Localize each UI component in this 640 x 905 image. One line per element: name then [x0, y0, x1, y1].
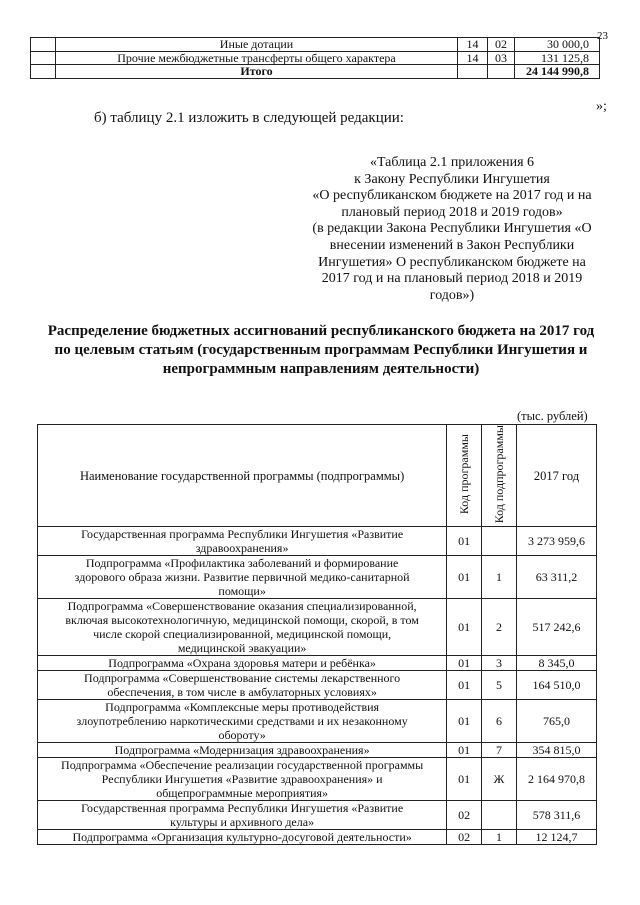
header-year: 2017 год	[516, 425, 596, 527]
row-code-b: 02	[488, 38, 515, 52]
amount-2017: 63 311,2	[516, 556, 596, 599]
program-name	[38, 599, 447, 656]
annotation-line: Ингушетия» О республиканском бюджете на	[318, 254, 586, 270]
program-name	[38, 671, 447, 700]
program-code: 01	[447, 700, 482, 743]
program-name-line: Подпрограмма «Охрана здоровья матери и ребёнка»	[108, 656, 376, 671]
total-label: Итого	[56, 65, 458, 79]
empty-cell	[31, 38, 56, 52]
row-name: Прочие межбюджетные трансферты общего характера	[56, 51, 458, 65]
subprogram-code: 5	[482, 671, 517, 700]
table-row	[38, 527, 597, 556]
program-name-line: Подпрограмма «Совершенствование оказания специализированной,	[67, 599, 417, 614]
program-name-line: включая высокотехнологичную, медицинской помощи, скорой, в том	[65, 613, 419, 628]
program-code: 01	[447, 599, 482, 656]
table-row	[38, 656, 597, 671]
page-number: 23	[597, 30, 608, 42]
annotation-line: к Закону Республики Ингушетия	[354, 171, 550, 187]
program-code: 01	[447, 743, 482, 758]
table-header-row	[38, 425, 597, 527]
empty-cell	[458, 65, 488, 79]
program-name	[38, 556, 447, 599]
subprogram-code: 3	[482, 656, 517, 671]
amount-2017: 765,0	[516, 700, 596, 743]
units-label: (тыс. рублей)	[517, 409, 588, 423]
title-line: непрограммным направлениям деятельности)	[162, 361, 480, 377]
row-code-a: 14	[458, 38, 488, 52]
program-code: 01	[447, 758, 482, 801]
subprogram-code	[482, 801, 517, 830]
program-code: 02	[447, 830, 482, 845]
row-code-a: 14	[458, 51, 488, 65]
subprogram-code: 6	[482, 700, 517, 743]
program-code: 01	[447, 656, 482, 671]
table-row	[38, 743, 597, 758]
program-name-line: культуры и архивного дела»	[170, 815, 315, 830]
program-code: 01	[447, 527, 482, 556]
program-name	[38, 656, 447, 671]
program-name-line: помощи»	[218, 584, 266, 599]
program-name	[38, 700, 447, 743]
program-name	[38, 743, 447, 758]
table-row	[38, 671, 597, 700]
document-title	[30, 322, 612, 379]
program-name-line: числе скорой специализированной, медицинской помощи,	[93, 627, 392, 642]
program-code: 01	[447, 556, 482, 599]
program-name-line: Подпрограмма «Совершенствование системы лекарственного	[84, 671, 401, 686]
annotation-line: годов»)	[429, 287, 475, 303]
program-name	[38, 830, 447, 845]
empty-cell	[31, 51, 56, 65]
amount-2017: 578 311,6	[516, 801, 596, 830]
program-name-line: Подпрограмма «Профилактика заболеваний и формирование	[85, 556, 399, 571]
table-row	[31, 51, 600, 65]
program-name-line: Государственная программа Республики Ингушетия «Развитие	[81, 801, 404, 816]
annotation-line: «Таблица 2.1 приложения 6	[369, 155, 535, 170]
header-subprogram-code: Код подпрограммы	[482, 425, 517, 527]
title-line: Распределение бюджетных ассигнований республиканского бюджета на 2017 год	[47, 323, 595, 339]
row-value: 131 125,8	[515, 51, 600, 65]
program-name-line: обеспечения, в том числе в амбулаторных условиях»	[107, 685, 377, 700]
program-name-line: Подпрограмма «Модернизация здравоохранения»	[114, 743, 370, 758]
subprogram-code: 7	[482, 743, 517, 758]
table-row	[38, 700, 597, 743]
table-row	[38, 556, 597, 599]
amount-2017: 164 510,0	[516, 671, 596, 700]
subprogram-code: 2	[482, 599, 517, 656]
table-row	[31, 38, 600, 52]
title-line: по целевым статьям (государственным программам Республики Ингушетия и	[54, 342, 588, 358]
annotation-line: (в редакции Закона Республики Ингушетия «О	[312, 221, 592, 237]
table-row	[38, 599, 597, 656]
program-name-line: Республики Ингушетия «Развитие здравоохранения» и	[101, 772, 383, 787]
program-name-line: медицинской эвакуации»	[177, 641, 307, 656]
annotation-line: 2017 год и на плановый период 2018 и 2019	[321, 271, 583, 287]
amount-2017: 12 124,7	[516, 830, 596, 845]
row-code-b: 03	[488, 51, 515, 65]
closing-quote: »;	[596, 99, 607, 114]
table-row	[38, 801, 597, 830]
amount-2017: 3 273 959,6	[516, 527, 596, 556]
header-program-code: Код программы	[447, 425, 482, 527]
subprogram-code	[482, 527, 517, 556]
empty-cell	[31, 65, 56, 79]
row-name: Иные дотации	[56, 38, 458, 52]
table-row	[38, 758, 597, 801]
program-name	[38, 758, 447, 801]
amount-2017: 8 345,0	[516, 656, 596, 671]
program-name-line: злоупотреблению наркотическими средствами и их незаконному	[76, 714, 408, 729]
program-name-line: Подпрограмма «Обеспечение реализации государственной программы	[61, 758, 424, 773]
amendment-instruction: б) таблицу 2.1 изложить в следующей редакции:	[94, 110, 404, 126]
amount-2017: 517 242,6	[516, 599, 596, 656]
subprogram-code: Ж	[482, 758, 517, 801]
program-code: 02	[447, 801, 482, 830]
annotation-line: внесении изменений в Закон Республики	[329, 237, 575, 253]
program-name-line: общепрограммные мероприятия»	[156, 786, 329, 801]
amount-2017: 2 164 970,8	[516, 758, 596, 801]
header-program-name: Наименование государственной программы (подпрограммы)	[38, 425, 447, 527]
annotation-line: «О республиканском бюджете на 2017 год и на	[312, 188, 592, 204]
empty-cell	[488, 65, 515, 79]
table-annotation	[282, 155, 622, 304]
total-row	[31, 65, 600, 79]
intergovernmental-transfers-table	[30, 37, 600, 79]
total-value: 24 144 990,8	[515, 65, 600, 79]
program-name-line: Подпрограмма «Организация культурно-досуговой деятельности»	[72, 830, 412, 845]
table-row	[38, 830, 597, 845]
program-code: 01	[447, 671, 482, 700]
subprogram-code: 1	[482, 556, 517, 599]
program-name-line: Государственная программа Республики Ингушетия «Развитие	[81, 527, 404, 542]
program-name	[38, 801, 447, 830]
program-name-line: Подпрограмма «Комплексные меры противодействия	[105, 700, 380, 715]
row-value: 30 000,0	[515, 38, 600, 52]
program-name	[38, 527, 447, 556]
program-name-line: здорового образа жизни. Развитие первичной медико-санитарной	[74, 570, 410, 585]
program-name-line: здравоохранения»	[195, 541, 289, 556]
budget-allocation-table	[37, 424, 597, 845]
program-name-line: обороту»	[218, 728, 266, 743]
subprogram-code: 1	[482, 830, 517, 845]
amount-2017: 354 815,0	[516, 743, 596, 758]
annotation-line: плановый период 2018 и 2019 годов»	[341, 204, 563, 220]
